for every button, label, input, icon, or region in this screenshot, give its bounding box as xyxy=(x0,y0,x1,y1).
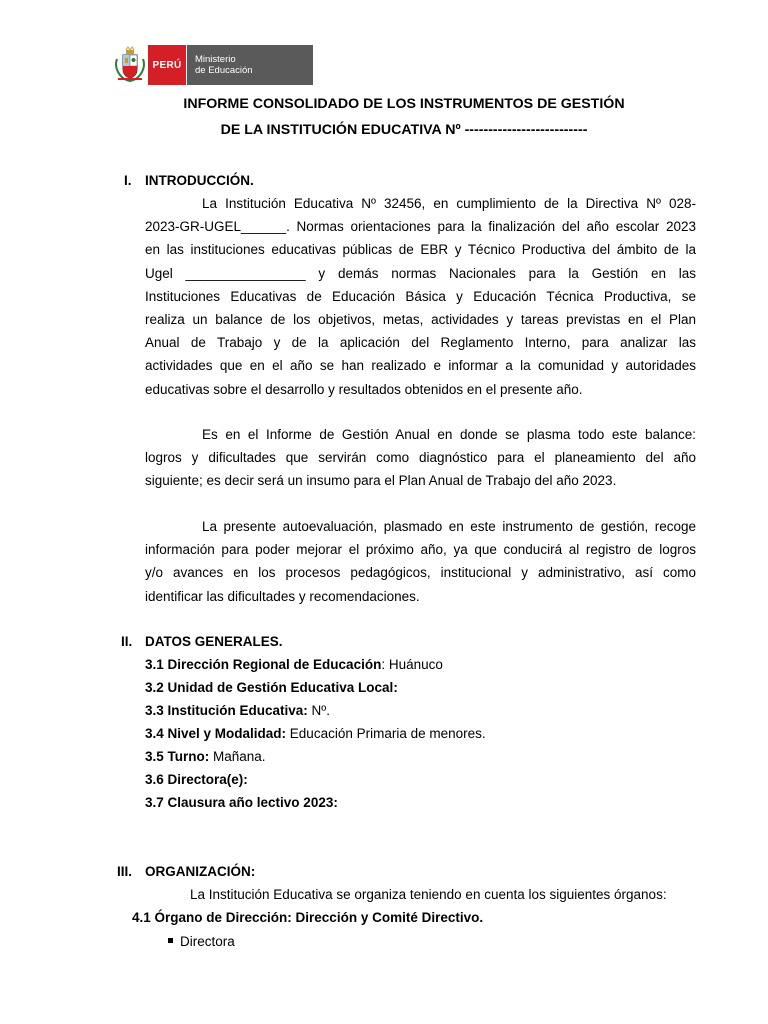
paragraph-line: La presente autoevaluación, plasmado en este instrumento de gestión, recoge xyxy=(202,519,696,534)
item-value: Educación Primaria de menores. xyxy=(286,726,486,741)
bullet-square-icon xyxy=(168,938,173,943)
ministry-label xyxy=(187,45,313,85)
intro-paragraph-2 xyxy=(145,423,696,493)
bullet-text: Directora xyxy=(180,934,235,949)
general-data-item xyxy=(145,794,338,812)
section-3-title: ORGANIZACIÓN: xyxy=(145,864,256,879)
paragraph-line: Anual de Trabajo y de la aplicación del Reglamento Interno, para analizar las xyxy=(145,335,696,351)
paragraph-line: logros y dificultades que servirán como diagnóstico para el planeamiento del año xyxy=(145,450,696,466)
general-data-item xyxy=(145,725,486,743)
item-label: 3.1 Dirección Regional de Educación xyxy=(145,657,382,672)
ministry-line-2: de Educación xyxy=(195,65,253,76)
bullet-item xyxy=(168,934,235,949)
paragraph-line: Ugel ________________ y demás normas Nacionales para la Gestión en las xyxy=(145,265,696,281)
paragraph-line: en las instituciones educativas públicas de EBR y Técnico Productiva del ámbito de la xyxy=(145,242,696,258)
coat-of-arms-icon xyxy=(112,45,148,85)
paragraph-line: identificar las dificultades y recomendaciones. xyxy=(145,588,420,604)
section-3-number: III. xyxy=(117,864,133,879)
paragraph-line: realiza un balance de los objetivos, metas, actividades y tareas previstas en el Plan xyxy=(145,311,696,327)
country-label: PERÚ xyxy=(148,45,186,85)
section-1-title: INTRODUCCIÓN. xyxy=(145,173,254,188)
organization-intro: La Institución Educativa se organiza teniendo en cuenta los siguientes órganos: xyxy=(190,887,667,902)
paragraph-line: Es en el Informe de Gestión Anual en donde se plasma todo este balance: xyxy=(202,427,696,442)
item-label: 3.4 Nivel y Modalidad: xyxy=(145,726,287,741)
paragraph-line: y/o avances en los procesos pedagógicos, institucional y administrativo, así como xyxy=(145,565,696,581)
paragraph-line: Instituciones Educativas de Educación Básica y Educación Técnica Productiva, se xyxy=(145,288,696,304)
item-value: Mañana. xyxy=(209,749,266,764)
paragraph-line: 2023-GR-UGEL______. Normas orientaciones para la finalización del año escolar 2023 xyxy=(145,219,696,235)
paragraph-line: educativas sobre el desarrollo y resultados obtenidos en el presente año. xyxy=(145,381,583,397)
section-2-title: DATOS GENERALES. xyxy=(145,634,283,649)
general-data-item xyxy=(145,679,398,697)
ministry-line-1: Ministerio xyxy=(195,54,236,65)
paragraph-line: información para poder mejorar el próximo año, ya que conducirá al registro de logros xyxy=(145,542,696,558)
item-label: 3.2 Unidad de Gestión Educativa Local: xyxy=(145,680,398,695)
organization-subheading: 4.1 Órgano de Dirección: Dirección y Comité Directivo. xyxy=(132,910,484,925)
item-label: 3.7 Clausura año lectivo 2023: xyxy=(145,795,338,810)
general-data-item xyxy=(145,656,443,674)
paragraph-line: siguiente; es decir será un insumo para el Plan Anual de Trabajo del año 2023. xyxy=(145,473,617,489)
section-2-number: II. xyxy=(121,634,133,649)
intro-paragraph-1 xyxy=(145,192,696,401)
document-title-line-1: INFORME CONSOLIDADO DE LOS INSTRUMENTOS DE GESTIÓN xyxy=(183,96,625,112)
intro-paragraph-3 xyxy=(145,515,696,608)
item-label: 3.5 Turno: xyxy=(145,749,210,764)
item-value: : Huánuco xyxy=(381,657,443,672)
general-data-item xyxy=(145,748,266,766)
item-label: 3.3 Institución Educativa: xyxy=(145,703,308,718)
general-data-item xyxy=(145,702,330,720)
paragraph-line: La Institución Educativa Nº 32456, en cumplimiento de la Directiva Nº 028- xyxy=(202,196,696,211)
ministry-logo xyxy=(112,45,313,85)
section-1-number: I. xyxy=(124,173,132,188)
paragraph-line: actividades que en el año se han realizado e informar a la comunidad y autoridades xyxy=(145,358,696,374)
item-value: Nº. xyxy=(307,703,330,718)
item-label: 3.6 Directora(e): xyxy=(145,772,248,787)
document-title-line-2: DE LA INSTITUCIÓN EDUCATIVA Nº -------------------------- xyxy=(220,122,588,138)
general-data-item xyxy=(145,771,248,789)
